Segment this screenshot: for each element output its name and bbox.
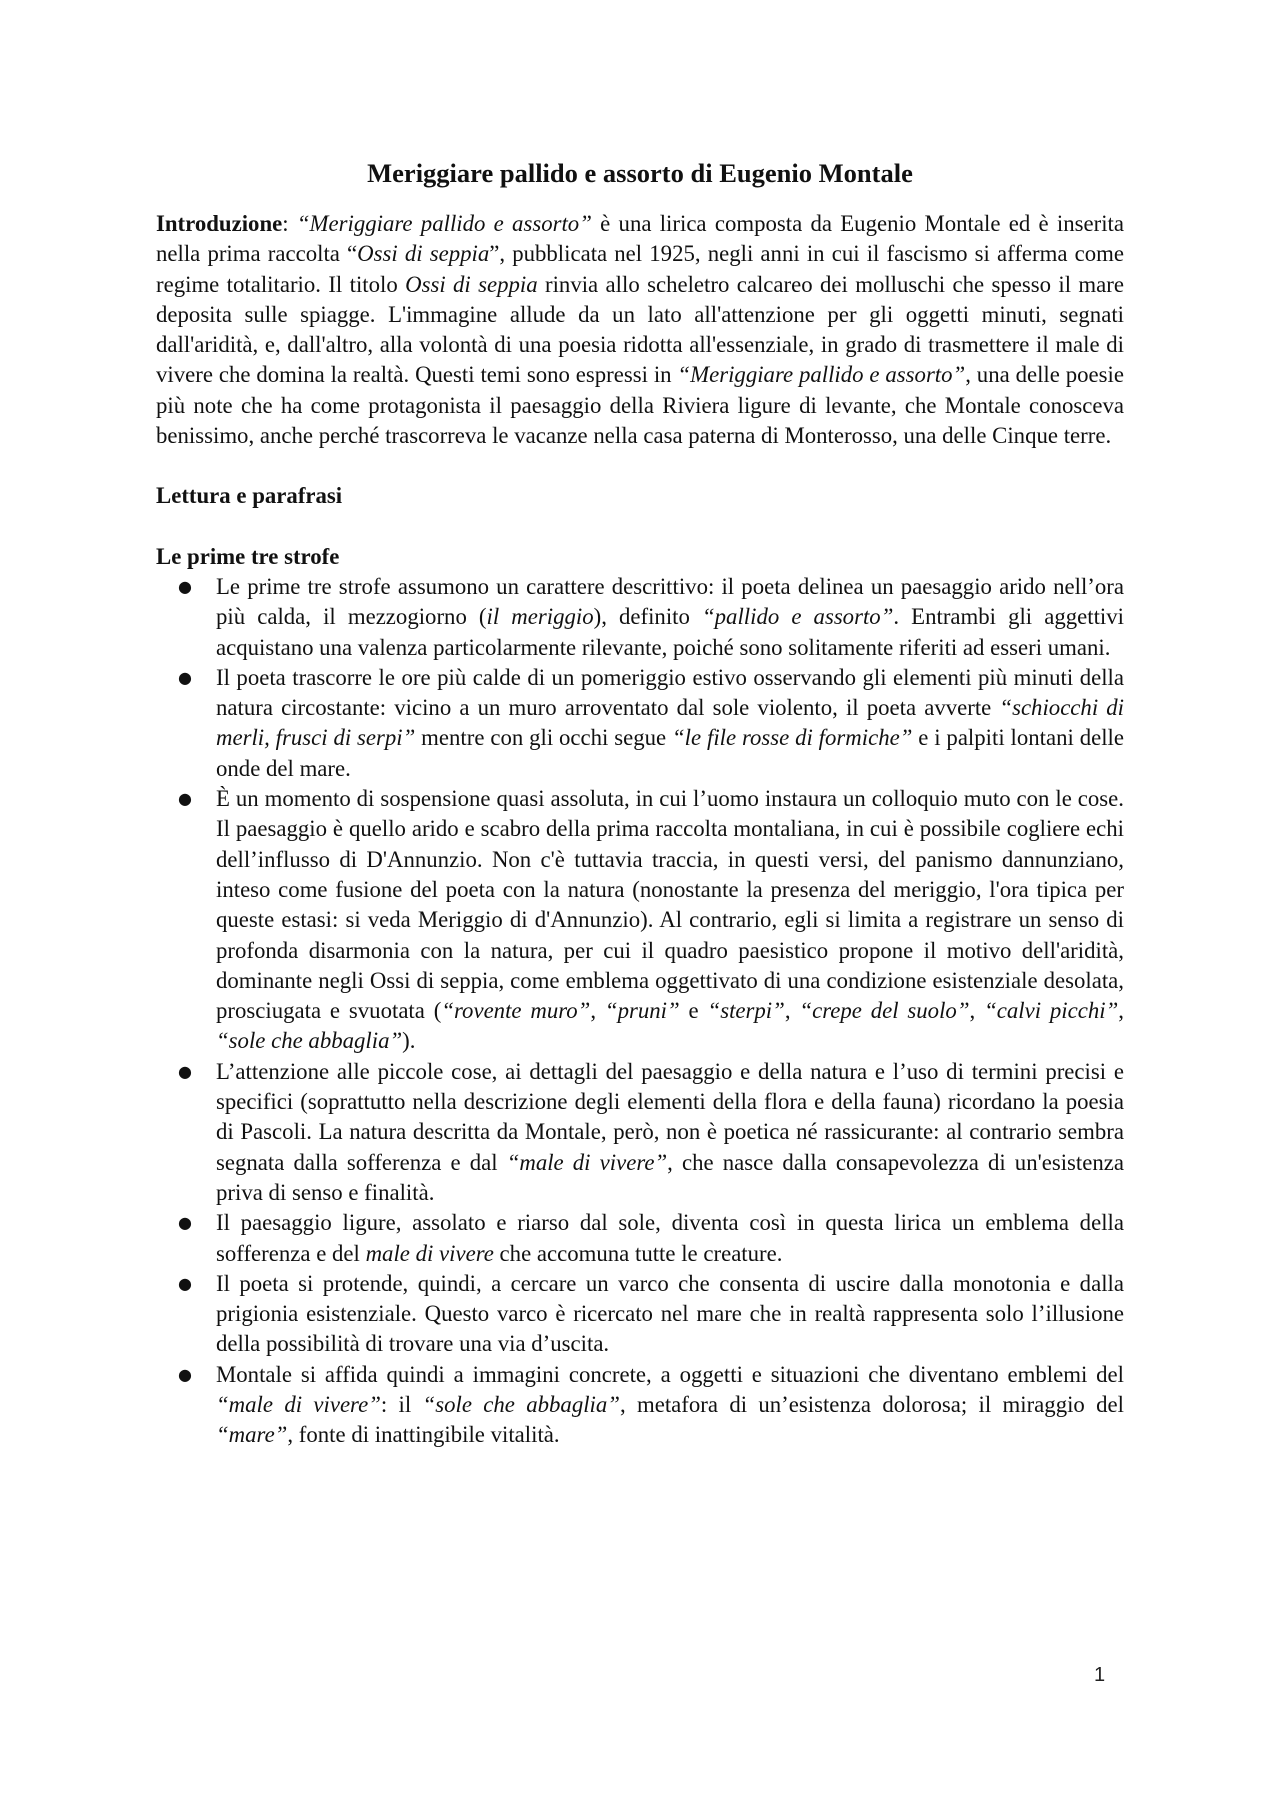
item-emphasis: il meriggio (486, 604, 594, 630)
item-text: . Entrambi gli aggettivi acquistano una valenza particolarmente rilevante, poiché sono solitamente riferiti ad esseri umani. (216, 604, 1124, 660)
item-text: : il (380, 1391, 423, 1417)
intro-emphasis: “Meriggiare pallido e assorto” (296, 211, 592, 236)
item-emphasis: “calvi picchi” (984, 998, 1119, 1024)
item-emphasis: “sole che abbaglia” (216, 1028, 403, 1054)
item-text: ). (402, 1028, 416, 1054)
item-emphasis: “sterpi” (707, 998, 785, 1024)
item-emphasis: “le file rosse di formiche” (672, 725, 913, 751)
item-text: , fonte di inattingibile vitalità. (287, 1422, 560, 1448)
intro-text: rinvia allo scheletro calcareo dei molluschi che spesso il mare deposita sulle spiagge. L'immagine allude da un lato all'attenzione per gli oggetti minuti, segnati dall'aridità, e, dall'altro, alla volontà di una poesia ridotta all'essenziale, in grado di trasmettere il male di vivere che domina la realtà. Questi temi sono espressi in (156, 271, 1124, 388)
item-emphasis: male di vivere (365, 1240, 494, 1266)
item-text: Le prime tre strofe assumono un carattere descrittivo: il poeta delinea un paesaggio arido nell’ora più calda, il mezzogiorno ( (216, 573, 1124, 630)
item-text: , metafora di un’esistenza dolorosa; il miraggio del (619, 1391, 1124, 1417)
item-text: Il poeta si protende, quindi, a cercare un varco che consenta di uscire dalla monotonia e dalla prigionia esistenziale. Questo varco è ricercato nel mare che in realtà rappresenta solo l’illusione della possibilità di trovare una via d’uscita. (216, 1270, 1124, 1357)
bullet-list (156, 572, 1124, 1451)
item-text: , (784, 998, 800, 1024)
item-text: e i palpiti lontani delle onde del mare. (216, 725, 1124, 781)
intro-text: è una lirica composta da Eugenio Montale ed è inserita nella prima raccolta “ (156, 211, 1124, 267)
intro-text: : (282, 211, 297, 236)
document-title: Meriggiare pallido e assorto di Eugenio Montale (367, 158, 913, 188)
section-heading: Lettura e parafrasi (156, 483, 343, 509)
item-text: , (969, 998, 985, 1024)
bullet-icon: ● (178, 667, 192, 687)
item-emphasis: “male di vivere” (216, 1391, 381, 1417)
item-emphasis: “schiocchi di merli, frusci di serpi” (216, 695, 1125, 751)
intro-label: Introduzione (156, 211, 283, 236)
list-item (178, 1208, 1124, 1269)
bullet-icon: ● (178, 1061, 192, 1081)
bullet-icon: ● (178, 1364, 192, 1384)
intro-emphasis: Ossi di seppia (357, 241, 490, 267)
item-emphasis: “rovente muro” (441, 998, 591, 1024)
bullet-icon: ● (178, 576, 192, 596)
item-text: , (1118, 998, 1124, 1024)
item-emphasis: “male di vivere” (506, 1149, 668, 1175)
item-emphasis: “crepe del suolo” (799, 998, 970, 1024)
item-text: , (590, 998, 605, 1024)
item-emphasis: “pallido e assorto” (701, 604, 894, 630)
page-number: 1 (1094, 1664, 1106, 1686)
item-text: mentre con gli occhi segue (415, 725, 672, 751)
intro-text: , una delle poesie più note che ha come protagonista il paesaggio della Riviera ligure di levante, che Montale conosceva benissimo, anche perché trascorreva le vacanze nella casa paterna di Monterosso, una delle Cinque terre. (156, 362, 1124, 449)
item-text: Il paesaggio ligure, assolato e riarso dal sole, diventa così in questa lirica un emblema della sofferenza e del (216, 1210, 1124, 1266)
item-text: che accomuna tutte le creature. (493, 1240, 783, 1266)
item-text: e (679, 998, 708, 1024)
intro-emphasis: Ossi di seppia (405, 271, 538, 297)
document-body (156, 209, 1124, 1451)
item-emphasis: “mare” (216, 1422, 288, 1448)
bullet-icon: ● (178, 1213, 192, 1233)
list-item (178, 663, 1125, 784)
item-emphasis: “pruni” (604, 998, 680, 1024)
item-text: ), definito (593, 604, 702, 630)
list-item (178, 572, 1124, 663)
list-item (178, 1057, 1124, 1208)
item-text: Il poeta trascorre le ore più calde di un pomeriggio estivo osservando gli elementi più minuti della natura circostante: vicino a un muro arroventato dal sole violento, il poeta avverte (216, 664, 1124, 721)
subsection-heading: Le prime tre strofe (156, 543, 340, 569)
list-item (178, 1269, 1124, 1360)
intro-text: ”, pubblicata nel 1925, negli anni in cui il fascismo si afferma come regime totalitario. Il titolo (156, 241, 1124, 297)
item-text: , che nasce dalla consapevolezza di un'esistenza priva di senso e finalità. (216, 1149, 1124, 1205)
intro-paragraph (156, 209, 1124, 451)
list-item (178, 784, 1124, 1057)
item-text: L’attenzione alle piccole cose, ai dettagli del paesaggio e della natura e l’uso di termini precisi e specifici (soprattutto nella descrizione degli elementi della flora e della fauna) ricordano la poesia di Pascoli. La natura descritta da Montale, però, non è poetica né rassicurante: al contrario sembra segnata dalla sofferenza e dal (216, 1058, 1124, 1175)
list-item (178, 1360, 1124, 1451)
intro-emphasis: “Meriggiare pallido e assorto” (677, 362, 966, 388)
bullet-icon: ● (178, 1273, 192, 1293)
bullet-icon: ● (178, 789, 192, 809)
item-emphasis: “sole che abbaglia” (422, 1391, 620, 1417)
item-text: Montale si affida quindi a immagini concrete, a oggetti e situazioni che diventano emblemi del (216, 1361, 1124, 1387)
item-text: È un momento di sospensione quasi assoluta, in cui l’uomo instaura un colloquio muto con le cose. Il paesaggio è quello arido e scabro della prima raccolta montaliana, in cui è possibile cogliere echi dell’influsso di D'Annunzio. Non c'è tuttavia traccia, in questi versi, del panismo dannunziano, inteso come fusione del poeta con la natura (nonostante la presenza del meriggio, l'ora tipica per queste estasi: si veda Meriggio di d'Annunzio). Al contrario, egli si limita a registrare un senso di profonda disarmonia con la natura, per cui il quadro paesistico propone il motivo dell'aridità, dominante negli Ossi di seppia, come emblema oggettivato di una condizione esistenziale desolata, prosciugata e svuotata ( (216, 786, 1124, 1024)
